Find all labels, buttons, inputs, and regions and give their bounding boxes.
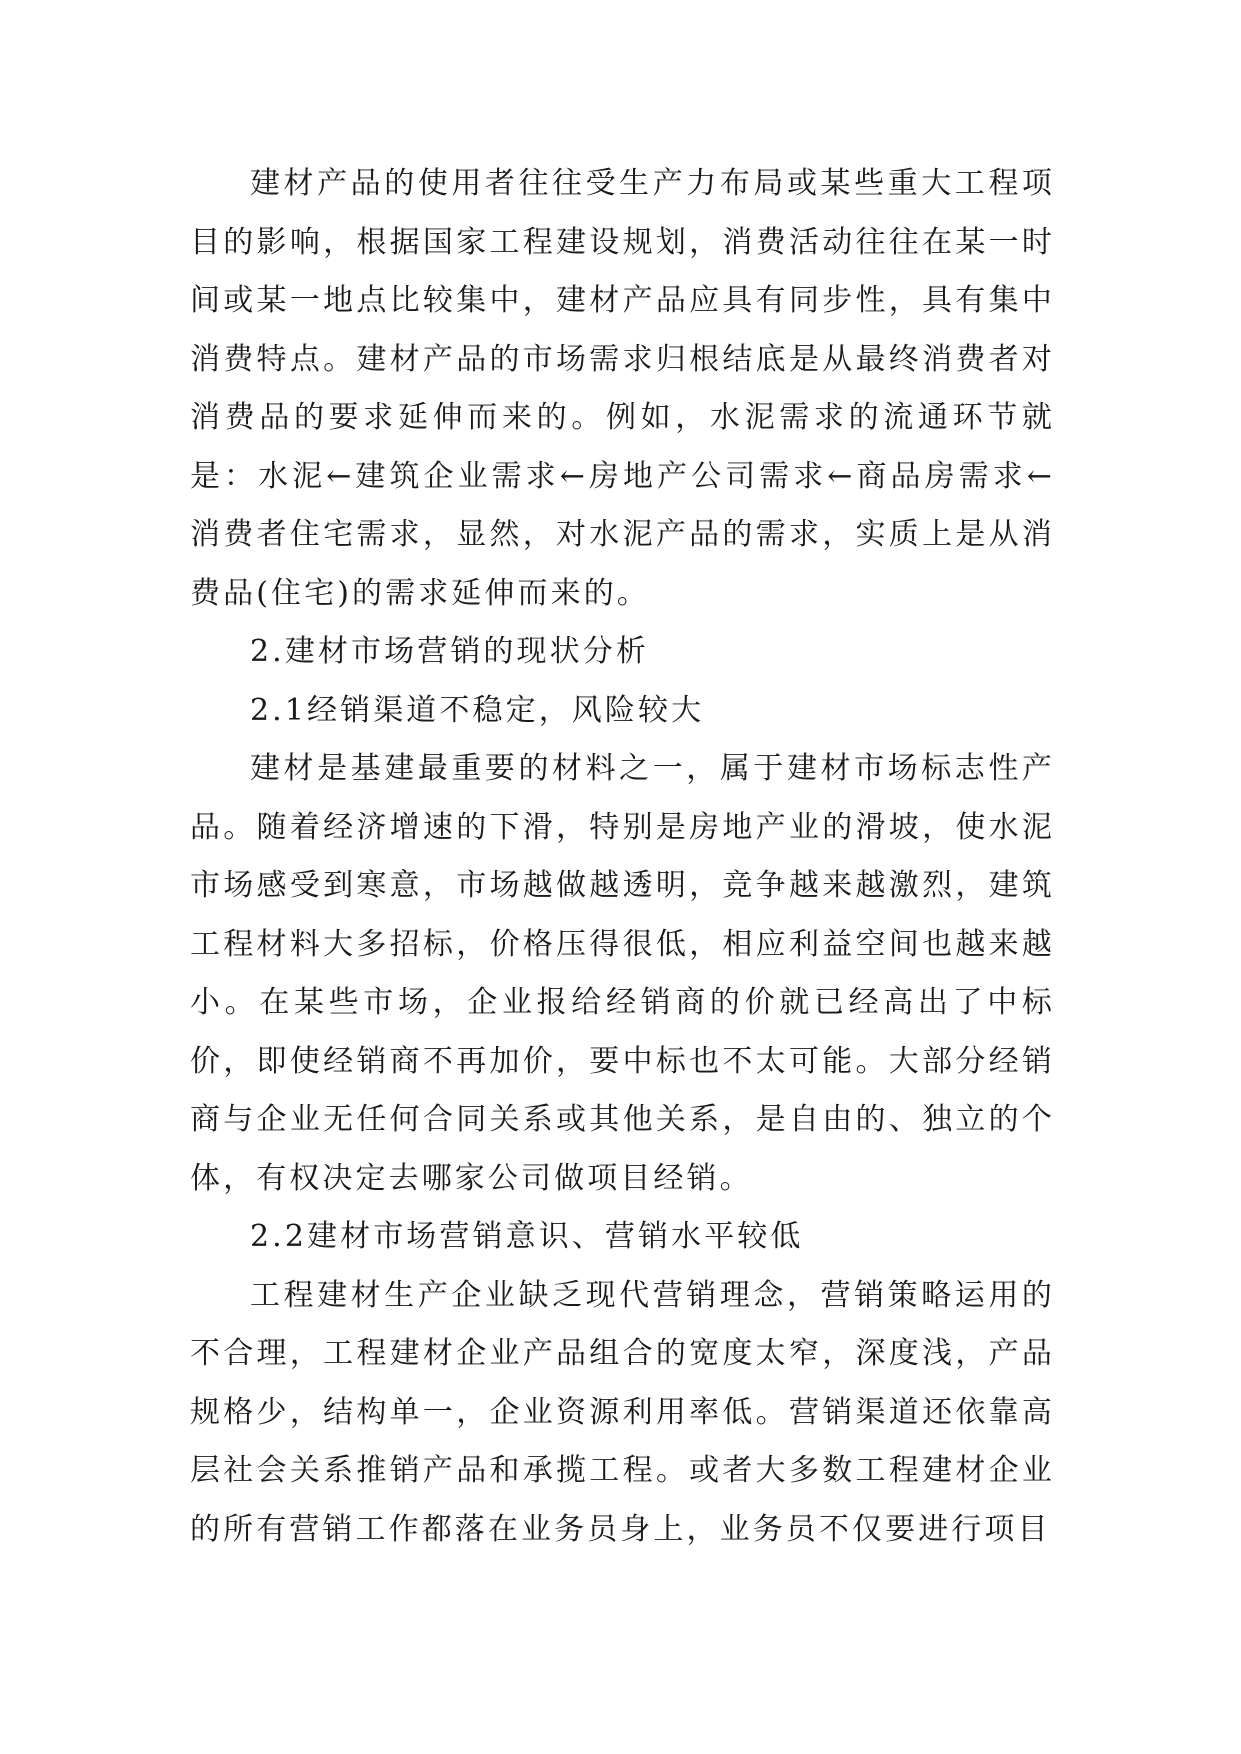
paragraph-demand-characteristics: 建材产品的使用者往往受生产力布局或某些重大工程项目的影响，根据国家工程建设规划，消费活动往往在某一时间或某一地点比较集中，建材产品应具有同步性，具有集中消费特点。建材产品的市场需求归根结底是从最终消费者对消费品的要求延伸而来的。例如，水泥需求的流通环节就是：水泥←建筑企业需求←房地产公司需求←商品房需求←消费者住宅需求，显然，对水泥产品的需求，实质上是从消费品(住宅)的需求延伸而来的。 [190, 166, 1055, 611]
subsection-heading-marketing-awareness: 2.2建材市场营销意识、营销水平较低 [250, 1219, 804, 1254]
section-heading-status-analysis: 2.建材市场营销的现状分析 [250, 634, 649, 669]
subsection-heading-channel-instability: 2.1经销渠道不稳定，风险较大 [250, 692, 705, 728]
paragraph-channel-instability: 建材是基建最重要的材料之一，属于建材市场标志性产品。随着经济增速的下滑，特别是房地产业的滑坡，使水泥市场感受到寒意，市场越做越透明，竞争越来越激烈，建筑工程材料大多招标，价格压得很低，相应利益空间也越来越小。在某些市场，企业报给经销商的价就已经高出了中标价，即使经销商不再加价，要中标也不太可能。大部分经销商与企业无任何合同关系或其他关系，是自由的、独立的个体，有权决定去哪家公司做项目经销。 [190, 751, 1055, 1196]
paragraph-marketing-awareness: 工程建材生产企业缺乏现代营销理念，营销策略运用的不合理，工程建材企业产品组合的宽度太窄，深度浅，产品规格少，结构单一，企业资源利用率低。营销渠道还依靠高层社会关系推销产品和承揽工程。或者大多数工程建材企业的所有营销工作都落在业务员身上，业务员不仅要进行项目 [190, 1277, 1055, 1547]
document-body [190, 155, 1055, 1559]
